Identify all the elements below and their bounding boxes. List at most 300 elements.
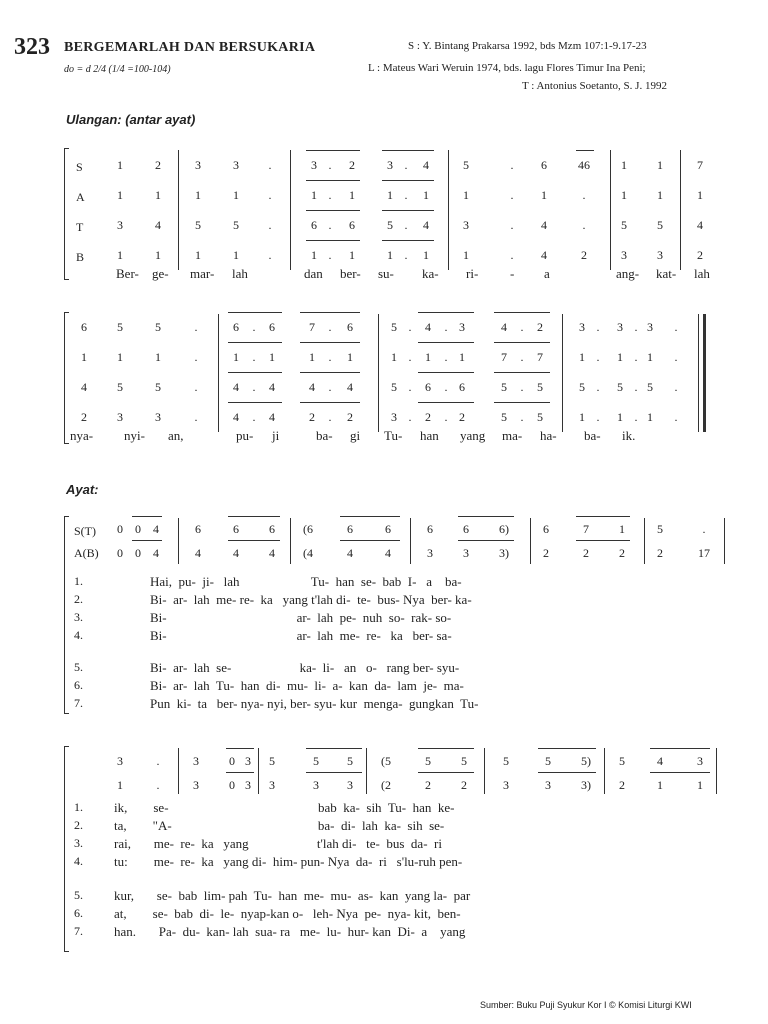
note-upper: 5 [657, 522, 663, 536]
note-row1: 3 [617, 320, 623, 334]
lyric-syllable: nya- [70, 428, 94, 443]
beam-line [494, 342, 550, 343]
note-b: 3 [621, 248, 627, 262]
note-row2: . [194, 350, 198, 364]
verse-lyric-line: tu: me- re- ka yang di- him- pun- Nya da- ri s'lu-ruh pen- [114, 854, 463, 869]
beam-line [418, 372, 474, 373]
note-s: . [404, 158, 408, 172]
lyric-syllable: pu- [236, 428, 254, 443]
note-lower: 4 [195, 546, 201, 560]
note-upper: 5 [347, 754, 353, 768]
lyric-syllable: ri- [466, 266, 479, 281]
note-row1: . [634, 320, 638, 334]
note-row3: . [520, 380, 524, 394]
note-s: 2 [155, 158, 161, 172]
note-a: 1 [463, 188, 469, 202]
note-a: 1 [657, 188, 663, 202]
verse-lyric-line: Bi- ar- lah se- ka- li- an o- rang ber- syu- [150, 660, 460, 675]
verse-lyric-line: Hai, pu- ji- lah Tu- han se- bab I- a ba- [150, 574, 462, 589]
note-s: 7 [697, 158, 703, 172]
note-a: . [268, 188, 272, 202]
verse-number: 7. [74, 924, 83, 938]
lyric-syllable: nyi- [124, 428, 145, 443]
note-b: 1 [117, 248, 123, 262]
beam-line [228, 372, 282, 373]
credit-text: S : Y. Bintang Prakarsa 1992, bds Mzm 107:1-9.17-23 [408, 40, 647, 52]
note-a: 1 [423, 188, 429, 202]
lyric-syllable: an, [168, 428, 184, 443]
beam-line [650, 748, 710, 749]
note-b: . [510, 248, 514, 262]
note-s: 1 [621, 158, 627, 172]
note-lower: 3 [313, 778, 319, 792]
note-row1: 6 [233, 320, 239, 334]
note-row2: 1 [155, 350, 161, 364]
note-row1: . [596, 320, 600, 334]
note-lower: 4 [269, 546, 275, 560]
note-lower: 2 [583, 546, 589, 560]
verse-lyric-line: ik, se- bab ka- sih Tu- han ke- [114, 800, 455, 815]
note-lower: 3 [245, 778, 251, 792]
verse-number: 1. [74, 800, 83, 814]
note-row3: . [444, 380, 448, 394]
note-row2: 1 [347, 350, 353, 364]
note-s: 4 [423, 158, 429, 172]
note-s: 1 [117, 158, 123, 172]
note-a: 1 [697, 188, 703, 202]
note-row3: . [408, 380, 412, 394]
final-barline-thick [703, 314, 706, 432]
note-row2: 1 [459, 350, 465, 364]
note-row1: 3 [459, 320, 465, 334]
beam-line [418, 342, 474, 343]
note-lower: 0 [229, 778, 235, 792]
note-row4: . [328, 410, 332, 424]
note-t: 5 [195, 218, 201, 232]
note-s: . [510, 158, 514, 172]
note-row3: . [596, 380, 600, 394]
note-lower: 17 [698, 546, 710, 560]
note-s: 5 [463, 158, 469, 172]
note-row1: 6 [269, 320, 275, 334]
note-upper: 6 [427, 522, 433, 536]
note-lower: 1 [657, 778, 663, 792]
note-upper: 0 [117, 522, 123, 536]
note-row2: 1 [391, 350, 397, 364]
note-upper: 6 [195, 522, 201, 536]
note-lower: 3) [499, 546, 509, 560]
beam-line [306, 748, 362, 749]
note-t: 5 [233, 218, 239, 232]
verse-number: 4. [74, 854, 83, 868]
lyric-syllable: lah [232, 266, 248, 281]
note-b: 1 [349, 248, 355, 262]
note-row1: . [194, 320, 198, 334]
verse-lyric-line: ta, "A- ba- di- lah ka- sih se- [114, 818, 445, 833]
beam-line [340, 540, 400, 541]
beam-line [226, 772, 254, 773]
note-row4: 2 [459, 410, 465, 424]
note-upper: (5 [381, 754, 391, 768]
note-s: . [328, 158, 332, 172]
note-row4: 1 [617, 410, 623, 424]
note-t: . [328, 218, 332, 232]
note-t: 6 [349, 218, 355, 232]
note-row3: 6 [459, 380, 465, 394]
beam-line [300, 342, 360, 343]
note-row2: 1 [117, 350, 123, 364]
note-upper: 3 [245, 754, 251, 768]
note-t: . [582, 218, 586, 232]
hymn-title: BERGEMARLAH DAN BERSUKARIA [64, 40, 316, 55]
beam-line [306, 772, 362, 773]
note-upper: 5) [581, 754, 591, 768]
lyric-syllable: - [510, 266, 515, 281]
beam-line [306, 150, 360, 151]
note-row4: . [408, 410, 412, 424]
beam-line [494, 372, 550, 373]
note-row3: 6 [425, 380, 431, 394]
lyric-syllable: ka- [422, 266, 439, 281]
beam-line [576, 540, 630, 541]
note-row1: 4 [501, 320, 507, 334]
verse-number: 1. [74, 574, 83, 588]
verse-lyric-line: Bi- ar- lah me- re- ka ber- sa- [150, 628, 452, 643]
note-row1: 5 [391, 320, 397, 334]
verse-number: 4. [74, 628, 83, 642]
verse-number: 5. [74, 660, 83, 674]
beam-line [300, 312, 360, 313]
note-row3: 4 [233, 380, 239, 394]
note-s: 3 [311, 158, 317, 172]
note-lower: 2 [657, 546, 663, 560]
note-b: 1 [155, 248, 161, 262]
note-b: 1 [423, 248, 429, 262]
note-b: 1 [233, 248, 239, 262]
note-row4: 3 [391, 410, 397, 424]
barline [484, 748, 485, 794]
note-row4: . [444, 410, 448, 424]
note-row3: . [674, 380, 678, 394]
note-s: 46 [578, 158, 590, 172]
note-lower: 2 [543, 546, 549, 560]
note-upper: (6 [303, 522, 313, 536]
beam-line [228, 402, 282, 403]
lyric-syllable: Tu- [384, 428, 403, 443]
note-lower: 1 [117, 778, 123, 792]
note-b: 3 [657, 248, 663, 262]
note-lower: 4 [347, 546, 353, 560]
note-row4: 2 [347, 410, 353, 424]
verse-label: Ayat: [66, 482, 99, 497]
note-t: . [510, 218, 514, 232]
beam-line [538, 748, 596, 749]
beam-line [382, 180, 434, 181]
beam-line [132, 540, 162, 541]
note-row1: . [408, 320, 412, 334]
verse-number: 6. [74, 678, 83, 692]
note-row4: . [674, 410, 678, 424]
beam-line [306, 180, 360, 181]
note-upper: 6 [269, 522, 275, 536]
note-row1: 4 [425, 320, 431, 334]
note-upper: 7 [583, 522, 589, 536]
note-t: 3 [463, 218, 469, 232]
lyric-syllable: ma- [502, 428, 523, 443]
note-row3: 5 [537, 380, 543, 394]
note-lower: 3 [269, 778, 275, 792]
note-b: 1 [463, 248, 469, 262]
note-lower: 4 [153, 546, 159, 560]
note-t: 3 [117, 218, 123, 232]
note-row3: 5 [391, 380, 397, 394]
note-row1: 6 [81, 320, 87, 334]
beam-line [418, 772, 474, 773]
tempo-marking: do = d 2/4 (1/4 =100-104) [64, 64, 171, 75]
system-brace [64, 746, 69, 952]
note-lower: 4 [385, 546, 391, 560]
note-row4: 5 [537, 410, 543, 424]
beam-line [300, 402, 360, 403]
note-a: 1 [155, 188, 161, 202]
note-a: . [328, 188, 332, 202]
note-s: . [268, 158, 272, 172]
note-lower: 2 [619, 778, 625, 792]
barline [644, 518, 645, 564]
note-lower: (2 [381, 778, 391, 792]
note-row2: . [328, 350, 332, 364]
note-row3: 5 [579, 380, 585, 394]
part-label-st: S(T) [74, 524, 96, 538]
note-upper: 5 [619, 754, 625, 768]
note-row4: 2 [309, 410, 315, 424]
verse-number: 2. [74, 818, 83, 832]
note-row1: 3 [647, 320, 653, 334]
lyric-syllable: ji [272, 428, 280, 443]
lyric-syllable: Ber- [116, 266, 139, 281]
note-t: 5 [621, 218, 627, 232]
part-label-b: B [76, 250, 85, 264]
lyric-syllable: mar- [190, 266, 215, 281]
note-lower: 3) [581, 778, 591, 792]
barline [530, 518, 531, 564]
beam-line [228, 342, 282, 343]
note-row3: 5 [501, 380, 507, 394]
note-upper: 6 [543, 522, 549, 536]
lyric-syllable: ang- [616, 266, 640, 281]
verse-lyric-line: Pun ki- ta ber- nya- nyi, ber- syu- kur menga- gungkan Tu- [150, 696, 479, 711]
lyric-syllable: han [420, 428, 439, 443]
credit-translation: T : Antonius Soetanto, S. J. 1992 [522, 80, 667, 92]
note-row2: . [408, 350, 412, 364]
lyric-syllable: gi [350, 428, 361, 443]
note-row4: 2 [81, 410, 87, 424]
note-b: 2 [697, 248, 703, 262]
note-upper: 6 [385, 522, 391, 536]
beam-line [382, 240, 434, 241]
note-upper: 5 [269, 754, 275, 768]
note-row4: 3 [117, 410, 123, 424]
note-lower: 3 [545, 778, 551, 792]
note-row3: . [194, 380, 198, 394]
barline [178, 518, 179, 564]
lyric-syllable: yang [460, 428, 486, 443]
note-a: 1 [621, 188, 627, 202]
note-row2: 1 [269, 350, 275, 364]
refrain-label: Ulangan: (antar ayat) [66, 112, 196, 127]
note-row1: 5 [155, 320, 161, 334]
note-a: 1 [195, 188, 201, 202]
barline [366, 748, 367, 794]
note-a: 1 [311, 188, 317, 202]
note-lower: 3 [347, 778, 353, 792]
note-row1: 5 [117, 320, 123, 334]
beam-line [494, 402, 550, 403]
barline [218, 314, 219, 432]
beam-line [228, 540, 280, 541]
note-row4: . [252, 410, 256, 424]
note-t: . [268, 218, 272, 232]
note-upper: 0 [229, 754, 235, 768]
note-row2: 7 [501, 350, 507, 364]
beam-line [494, 312, 550, 313]
note-upper: 0 [135, 522, 141, 536]
beam-line [226, 748, 254, 749]
note-upper: . [702, 522, 706, 536]
note-upper: 3 [193, 754, 199, 768]
verse-lyric-line: at, se- bab di- le- nyap-kan o- leh- Nya pe- nya- kit, ben- [114, 906, 461, 921]
note-lower: 3 [503, 778, 509, 792]
note-s: 2 [349, 158, 355, 172]
barline [178, 748, 179, 794]
beam-line [306, 210, 360, 211]
barline [290, 518, 291, 564]
note-row3: 4 [347, 380, 353, 394]
credit-melody: L : Mateus Wari Weruin 1974, bds. lagu Flores Timur Ina Peni; [368, 62, 646, 74]
lyric-syllable: ha- [540, 428, 557, 443]
part-label-ab: A(B) [74, 546, 99, 560]
note-row2: 1 [647, 350, 653, 364]
beam-line [418, 402, 474, 403]
note-row3: 4 [81, 380, 87, 394]
beam-line [418, 748, 474, 749]
verse-lyric-line: kur, se- bab lim- pah Tu- han me- mu- as- kan yang la- par [114, 888, 471, 903]
beam-line [576, 516, 630, 517]
verse-number: 6. [74, 906, 83, 920]
note-b: . [404, 248, 408, 262]
verse-number: 5. [74, 888, 83, 902]
note-row2: . [674, 350, 678, 364]
note-row1: 3 [579, 320, 585, 334]
note-lower: 3 [193, 778, 199, 792]
note-row2: . [596, 350, 600, 364]
note-row1: . [674, 320, 678, 334]
note-row4: 1 [579, 410, 585, 424]
verse-number: 3. [74, 610, 83, 624]
part-label-t: T [76, 220, 84, 234]
lyric-syllable: dan [304, 266, 323, 281]
note-t: 4 [697, 218, 703, 232]
note-lower: 4 [233, 546, 239, 560]
beam-line [650, 772, 710, 773]
note-upper: 5 [425, 754, 431, 768]
verse-lyric-line: han. Pa- du- kan- lah sua- ra me- lu- hur- kan Di- a yang [114, 924, 466, 939]
note-upper: 6 [463, 522, 469, 536]
note-upper: 5 [545, 754, 551, 768]
note-row3: 5 [647, 380, 653, 394]
note-row3: 5 [155, 380, 161, 394]
note-row2: 1 [81, 350, 87, 364]
note-upper: 3 [117, 754, 123, 768]
note-row3: 5 [117, 380, 123, 394]
note-upper: 6 [347, 522, 353, 536]
verse-number: 2. [74, 592, 83, 606]
lyric-syllable: ge- [152, 266, 169, 281]
beam-line [340, 516, 400, 517]
note-lower: 0 [135, 546, 141, 560]
beam-line [132, 516, 162, 517]
note-a: . [404, 188, 408, 202]
note-upper: 5 [503, 754, 509, 768]
note-a: 1 [117, 188, 123, 202]
note-t: . [404, 218, 408, 232]
note-lower: 2 [619, 546, 625, 560]
barline [258, 748, 259, 794]
lyric-syllable: ik. [622, 428, 636, 443]
note-row1: 7 [309, 320, 315, 334]
note-b: 2 [581, 248, 587, 262]
note-row4: . [520, 410, 524, 424]
note-a: . [510, 188, 514, 202]
verse-lyric-line: Bi- ar- lah pe- nuh so- rak- so- [150, 610, 452, 625]
barline [680, 150, 681, 270]
barline [562, 314, 563, 432]
part-label-a: A [76, 190, 85, 204]
note-row1: . [328, 320, 332, 334]
beam-line [418, 312, 474, 313]
beam-line [538, 772, 596, 773]
note-lower: 1 [697, 778, 703, 792]
note-row3: . [252, 380, 256, 394]
note-row2: 1 [309, 350, 315, 364]
note-row3: 5 [617, 380, 623, 394]
verse-lyric-line: Bi- ar- lah Tu- han di- mu- li- a- kan da- lam je- ma- [150, 678, 464, 693]
part-label-s: S [76, 160, 83, 174]
note-row2: 1 [579, 350, 585, 364]
note-upper: 5 [461, 754, 467, 768]
final-barline [698, 314, 699, 432]
note-row4: 1 [647, 410, 653, 424]
note-lower: . [156, 778, 160, 792]
note-upper: 6 [233, 522, 239, 536]
note-row3: . [328, 380, 332, 394]
note-row1: . [520, 320, 524, 334]
verse-number: 3. [74, 836, 83, 850]
beam-line [382, 210, 434, 211]
lyric-syllable: su- [378, 266, 394, 281]
note-row4: 4 [233, 410, 239, 424]
note-row4: . [194, 410, 198, 424]
source-footer: Sumber: Buku Puji Syukur Kor I © Komisi Liturgi KWI [480, 1000, 692, 1010]
note-a: . [582, 188, 586, 202]
note-b: . [328, 248, 332, 262]
note-row4: . [596, 410, 600, 424]
note-row2: 1 [617, 350, 623, 364]
beam-line [228, 516, 280, 517]
barline [378, 314, 379, 432]
note-t: 5 [387, 218, 393, 232]
beam-line [300, 372, 360, 373]
